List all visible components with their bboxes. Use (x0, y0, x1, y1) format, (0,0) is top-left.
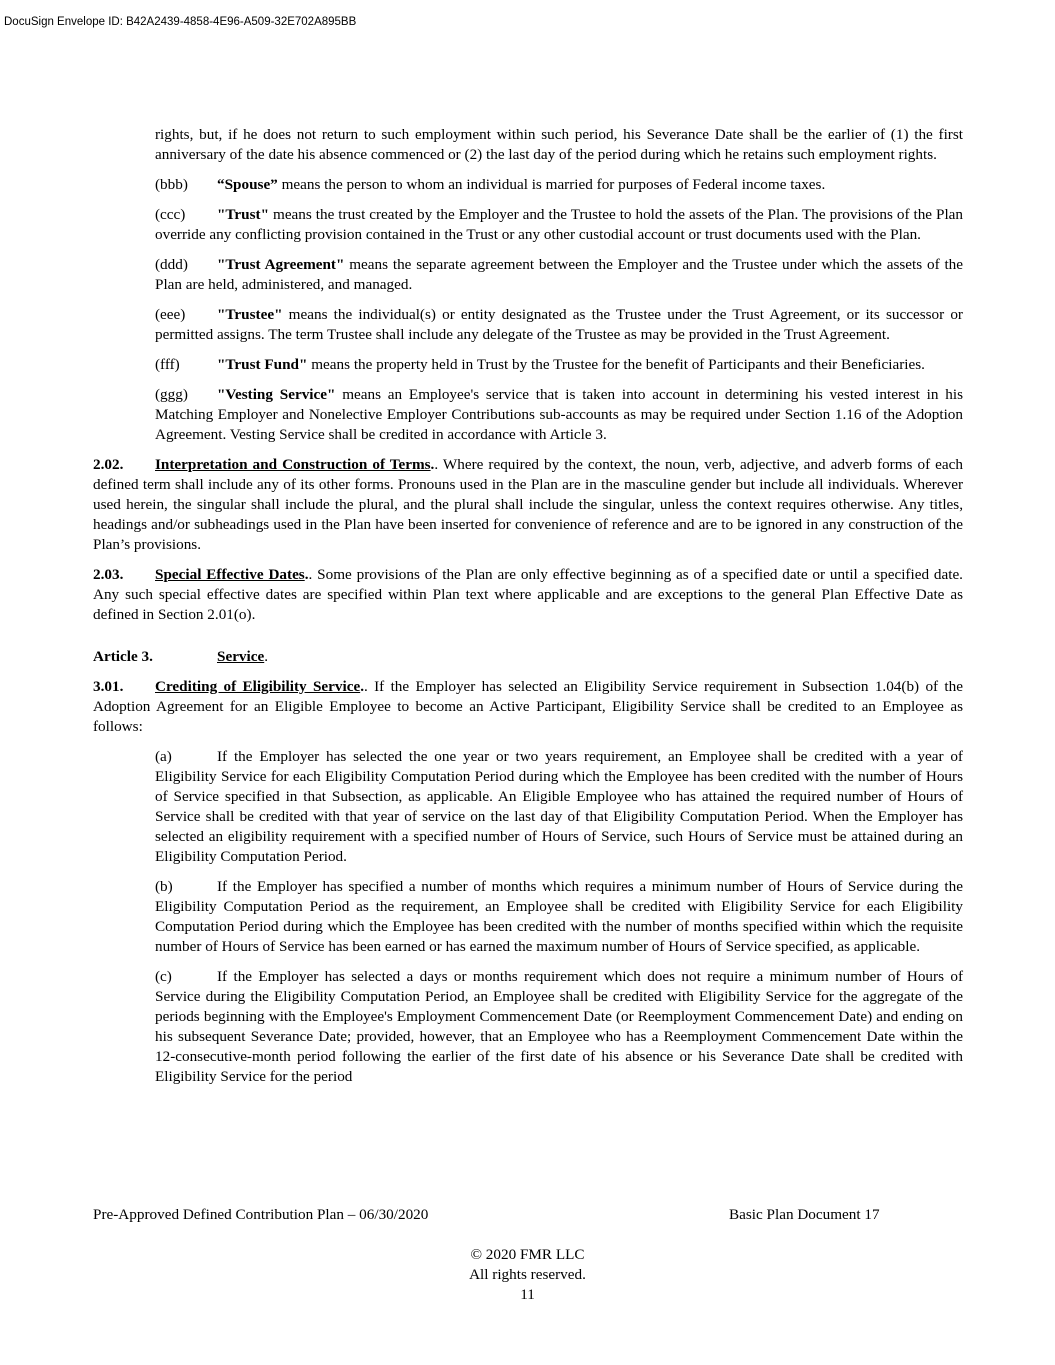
article-title-period: . (264, 648, 269, 665)
section-title-period: . (304, 566, 309, 583)
section-title-period: . (430, 456, 435, 473)
continuation-paragraph: rights, but, if he does not return to such employment within such period, his Severance Date shall be the earlier of (1) the first anniversary of the date his absence commenced or (2) the last day of the period during which he retains such employment rights. (155, 126, 963, 163)
definition-bbb (155, 175, 963, 195)
definition-text: means the trust created by the Employer and the Trustee to hold the assets of the Plan. The provisions of the Plan override any conflicting provision contained in the Trust or any other custodial account or trust documents used with the Plan. (155, 206, 963, 243)
definition-tag: (ggg) (155, 386, 188, 403)
definition-term: "Trust Agreement" (217, 256, 345, 273)
definition-tag: (eee) (155, 306, 186, 323)
definition-term: "Trust Fund" (217, 356, 308, 373)
item-tag: (a) (155, 748, 172, 765)
item-3-01-a (155, 747, 963, 867)
definition-term: “Spouse” (217, 176, 278, 193)
definition-ccc (155, 205, 963, 245)
item-tag: (b) (155, 878, 173, 895)
definition-term: "Trustee" (217, 306, 283, 323)
footer-plan-name: Pre-Approved Defined Contribution Plan – 06/30/2020 (93, 1206, 429, 1223)
section-text: . If the Employer has selected an Eligibility Service requirement in Subsection 1.04(b) of the Adoption Agreement for an Eligible Employee to become an Active Participant, Eligibility Service shall be credited to an Employee as follows: (93, 678, 963, 735)
copyright: © 2020 FMR LLC (470, 1246, 585, 1263)
definition-tag: (ddd) (155, 256, 188, 273)
item-3-01-c (155, 967, 963, 1087)
definition-tag: (ccc) (155, 206, 186, 223)
definition-term: "Vesting Service" (217, 386, 336, 403)
definition-text: means the separate agreement between the Employer and the Trustee under which the assets of the Plan are held, administered, and managed. (155, 256, 964, 293)
definition-tag: (bbb) (155, 176, 188, 193)
section-2-03 (93, 565, 963, 625)
section-title: Crediting of Eligibility Service (155, 678, 361, 695)
section-3-01 (93, 677, 963, 737)
definition-text: means an Employee's service that is taken into account in determining his vested interest in his Matching Employer and Nonelective Employer Contributions sub-accounts as may be required under Section 1.16 of the Adoption Agreement. Vesting Service shall be credited in accordance with Article 3. (155, 386, 963, 443)
definition-eee (155, 305, 963, 345)
footer-document-name: Basic Plan Document 17 (729, 1206, 880, 1223)
section-title: Special Effective Dates (155, 566, 305, 583)
definition-fff (155, 355, 963, 375)
section-title-period: . (360, 678, 364, 695)
item-3-01-b (155, 877, 963, 957)
document-body (93, 125, 963, 1097)
definition-tag: (fff) (155, 356, 180, 373)
item-text: If the Employer has selected a days or months requirement which does not require a minimum number of Hours of Service during the Eligibility Computation Period, an Employee shall be credited with Eligibility Service for the aggregate of the periods beginning with the Employee's Employment Commencement Date (or Reemployment Commencement Date) and ending on his subsequent Severance Date; provided, however, that an Employee who has a Reemployment Commencement Date within the 12-consecutive-month period following the earlier of the first date of his absence or his Severance Date shall be credited with Eligibility Service for the period (155, 968, 963, 1085)
section-title: Interpretation and Construction of Terms (155, 456, 431, 473)
envelope-id: DocuSign Envelope ID: B42A2439-4858-4E96-A509-32E702A895BB (4, 16, 357, 28)
definition-term: "Trust" (217, 206, 270, 223)
definition-ggg (155, 385, 963, 445)
section-number: 2.02. (93, 456, 124, 473)
section-text: . Some provisions of the Plan are only effective beginning as of a specified date or until a specified date. Any such special effective dates are specified within Plan text where applicable and are exceptions to the general Plan Effective Date as defined in Section 2.01(o). (93, 566, 963, 623)
rights-reserved: All rights reserved. (469, 1266, 586, 1283)
definition-ddd (155, 255, 963, 295)
item-text: If the Employer has specified a number of months which requires a minimum number of Hours of Service during the Eligibility Computation Period as the requirement, an Employee shall be credited with Eligibility Service for each Eligibility Computation Period during which the Employee has been credited with the number of months specified within which the requisite number of Hours of Service has been earned or has earned the maximum number of Hours of Service specified, as applicable. (155, 878, 963, 955)
page-number: 11 (520, 1286, 535, 1303)
section-number: 2.03. (93, 566, 124, 583)
definition-text: means the individual(s) or entity designated as the Trustee under the Trust Agreement, or its successor or permitted assigns. The term Trustee shall include any delegate of the Trustee as may be provided in the Trust Agreement. (155, 306, 963, 343)
item-text: If the Employer has selected the one year or two years requirement, an Employee shall be credited with a year of Eligibility Service for each Eligibility Computation Period during which the Employee has been credited with the number of Hours of Service specified in that Subsection, as applicable. An Eligible Employee who has attained the required number of Hours of Service shall be credited with that year of service on the last day of that Eligibility Computation Period. When the Employer has selected an eligibility requirement with a specified number of Hours of Service, such Hours of Service must be attained during an Eligibility Computation Period. (155, 748, 963, 865)
section-2-02 (93, 455, 963, 555)
copyright-block (0, 1245, 1055, 1305)
definition-text: means the person to whom an individual is married for purposes of Federal income taxes. (277, 176, 826, 193)
article-number: Article 3. (93, 648, 153, 665)
section-number: 3.01. (93, 678, 124, 695)
item-tag: (c) (155, 968, 172, 985)
section-text: . Where required by the context, the noun, verb, adjective, and adverb forms of each defined term shall include any of its other forms. Pronouns used in the Plan are in the masculine gender but include all individuals. Wherever used herein, the singular shall include the plural, and the plural shall include the singular, unless the context requires otherwise. Any titles, headings and/or subheadings used in the Plan have been inserted for convenience of reference and are to be ignored in any construction of the Plan’s provisions. (93, 456, 963, 553)
article-3-heading (93, 647, 963, 667)
article-title: Service (217, 648, 265, 665)
definition-text: means the property held in Trust by the Trustee for the benefit of Participants and their Beneficiaries. (307, 356, 925, 373)
